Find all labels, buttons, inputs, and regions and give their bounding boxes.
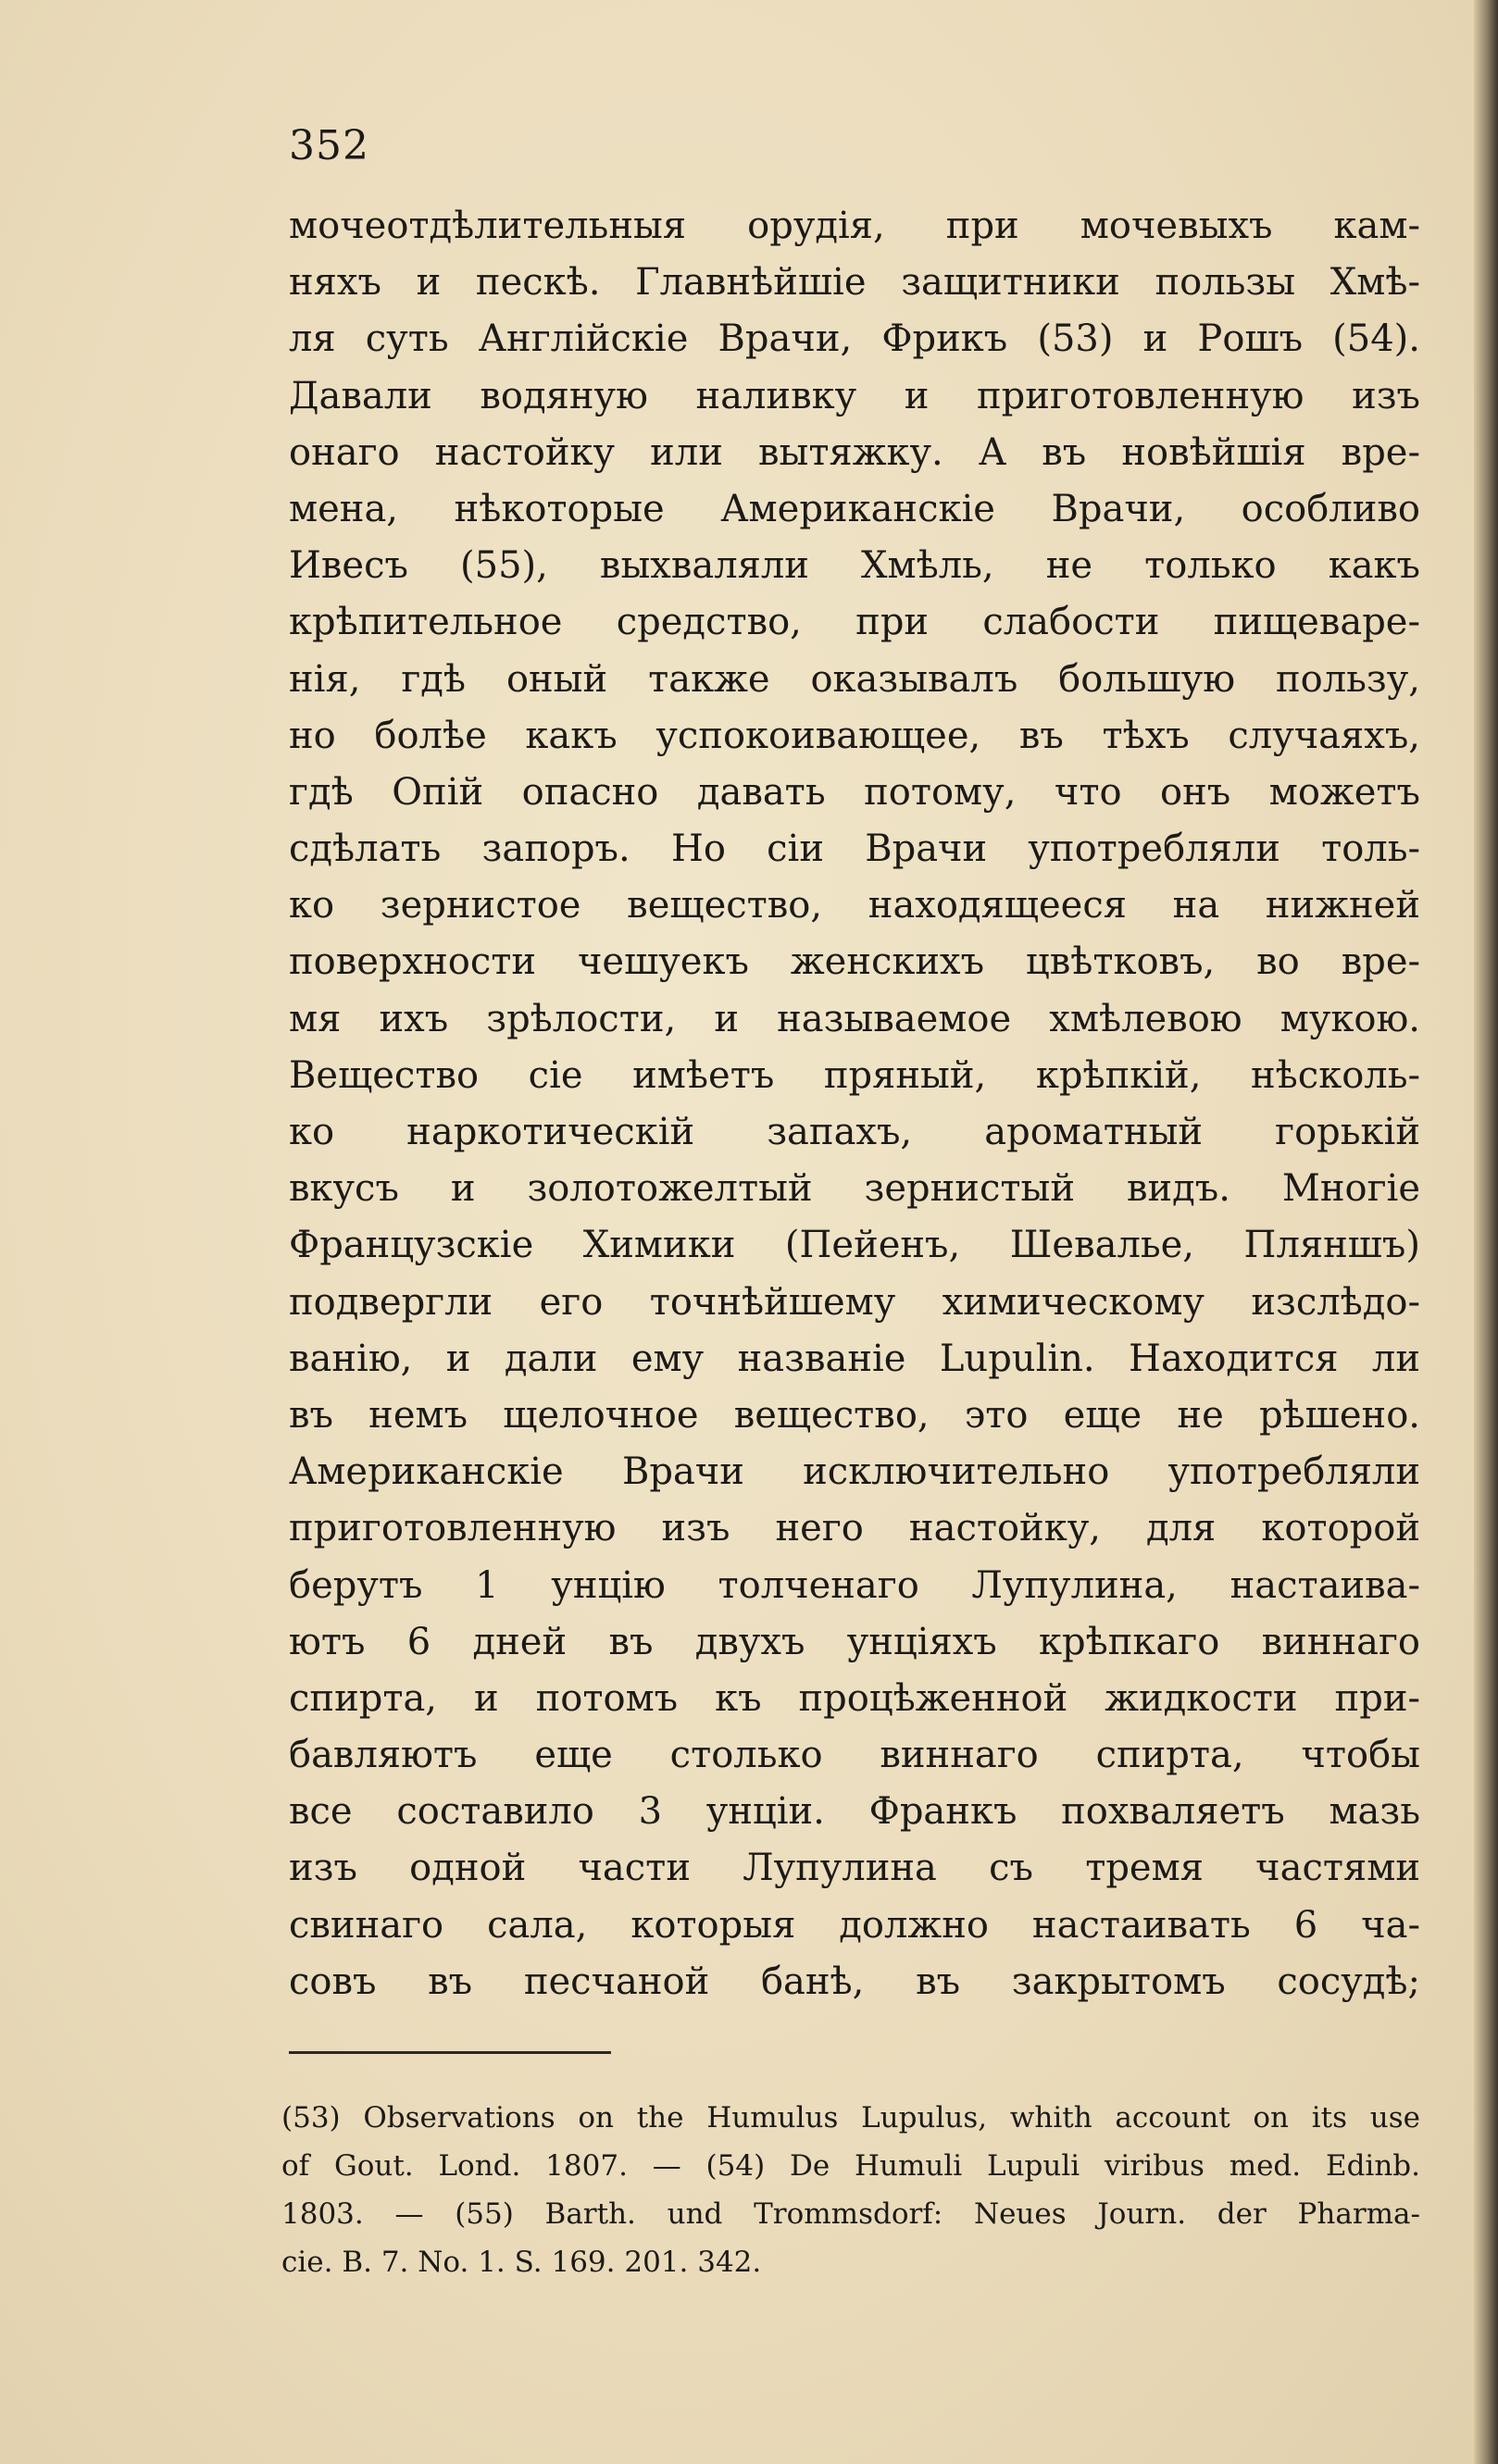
body-text: [289, 198, 1420, 2010]
text-line: Ивесъ (55), выхваляли Хмѣль, не только какъ: [289, 544, 1420, 588]
text-line: гдѣ Опій опасно давать потому, что онъ можетъ: [289, 770, 1420, 814]
footnote-line: cie. B. 7. No. 1. S. 169. 201. 342.: [281, 2246, 762, 2279]
footnote-line: (53) Observations on the Humulus Lupulus, whith account on its use: [281, 2101, 1420, 2134]
text-line: нія, гдѣ оный также оказывалъ большую пользу,: [289, 657, 1420, 701]
footnotes: [281, 2094, 1420, 2286]
text-line: совъ въ песчаной банѣ, въ закрытомъ сосудѣ;: [289, 1960, 1420, 2003]
text-line: изъ одной части Лупулина съ тремя частями: [289, 1847, 1420, 1890]
text-line: Давали водяную наливку и приготовленную изъ: [289, 374, 1420, 417]
text-line: бавляютъ еще столько виннаго спирта, чтобы: [289, 1734, 1420, 1777]
text-line: Французскіе Химики (Пейенъ, Шевалье, Пляншъ): [289, 1224, 1420, 1267]
page-number: 352: [289, 122, 369, 169]
text-line: но болѣе какъ успокоивающее, въ тѣхъ случаяхъ,: [289, 714, 1420, 757]
text-line: берутъ 1 унцію толченаго Лупулина, настаива-: [289, 1563, 1420, 1607]
footnote-divider: [289, 2051, 611, 2054]
text-line: подвергли его точнѣйшему химическому изслѣдо-: [289, 1280, 1420, 1324]
text-line: Американскіе Врачи исключительно употребляли: [289, 1450, 1420, 1494]
text-line: сдѣлать запоръ. Но сіи Врачи употребляли толь-: [289, 828, 1420, 871]
text-line: поверхности чешуекъ женскихъ цвѣтковъ, во вре-: [289, 940, 1420, 984]
text-line: въ немъ щелочное вещество, это еще не рѣшено.: [289, 1393, 1420, 1437]
text-line: вкусъ и золотожелтый зернистый видъ. Многіе: [289, 1167, 1420, 1211]
page-edge-shadow: [1474, 0, 1498, 2464]
text-line: крѣпительное средство, при слабости пищеваре-: [289, 601, 1420, 644]
text-line: ко зернистое вещество, находящееся на нижней: [289, 884, 1420, 927]
footnote-line: 1803. — (55) Barth. und Trommsdorf: Neues Journ. der Pharma-: [281, 2197, 1420, 2231]
text-line: ванію, и дали ему названіе Lupulin. Находится ли: [289, 1337, 1420, 1380]
footnote-line: of Gout. Lond. 1807. — (54) De Humuli Lupuli viribus med. Edinb.: [281, 2149, 1420, 2183]
text-line: все составило 3 унціи. Франкъ похваляетъ мазь: [289, 1790, 1420, 1834]
text-line: няхъ и пескѣ. Главнѣйшіе защитники пользы Хмѣ-: [289, 261, 1420, 305]
text-line: мочеотдѣлительныя орудія, при мочевыхъ кам-: [289, 205, 1420, 247]
text-line: свинаго сала, которыя должно настаивать 6 ча-: [289, 1903, 1420, 1947]
text-line: мя ихъ зрѣлости, и называемое хмѣлевою мукою.: [289, 997, 1420, 1040]
text-line: мена, нѣкоторые Американскіе Врачи, особливо: [289, 487, 1420, 530]
text-line: Вещество сіе имѣетъ пряный, крѣпкій, нѣсколь-: [289, 1053, 1420, 1097]
text-line: спирта, и потомъ къ процѣженной жидкости при-: [289, 1676, 1420, 1720]
text-line: ютъ 6 дней въ двухъ унціяхъ крѣпкаго виннаго: [289, 1620, 1420, 1663]
text-line: онаго настойку или вытяжку. А въ новѣйшія вре-: [289, 430, 1420, 474]
text-line: ко наркотическій запахъ, ароматный горькій: [289, 1111, 1420, 1153]
text-line: ля суть Англійскіе Врачи, Фрикъ (53) и Рошъ (54).: [289, 317, 1420, 361]
text-line: приготовленную изъ него настойку, для которой: [289, 1507, 1420, 1550]
